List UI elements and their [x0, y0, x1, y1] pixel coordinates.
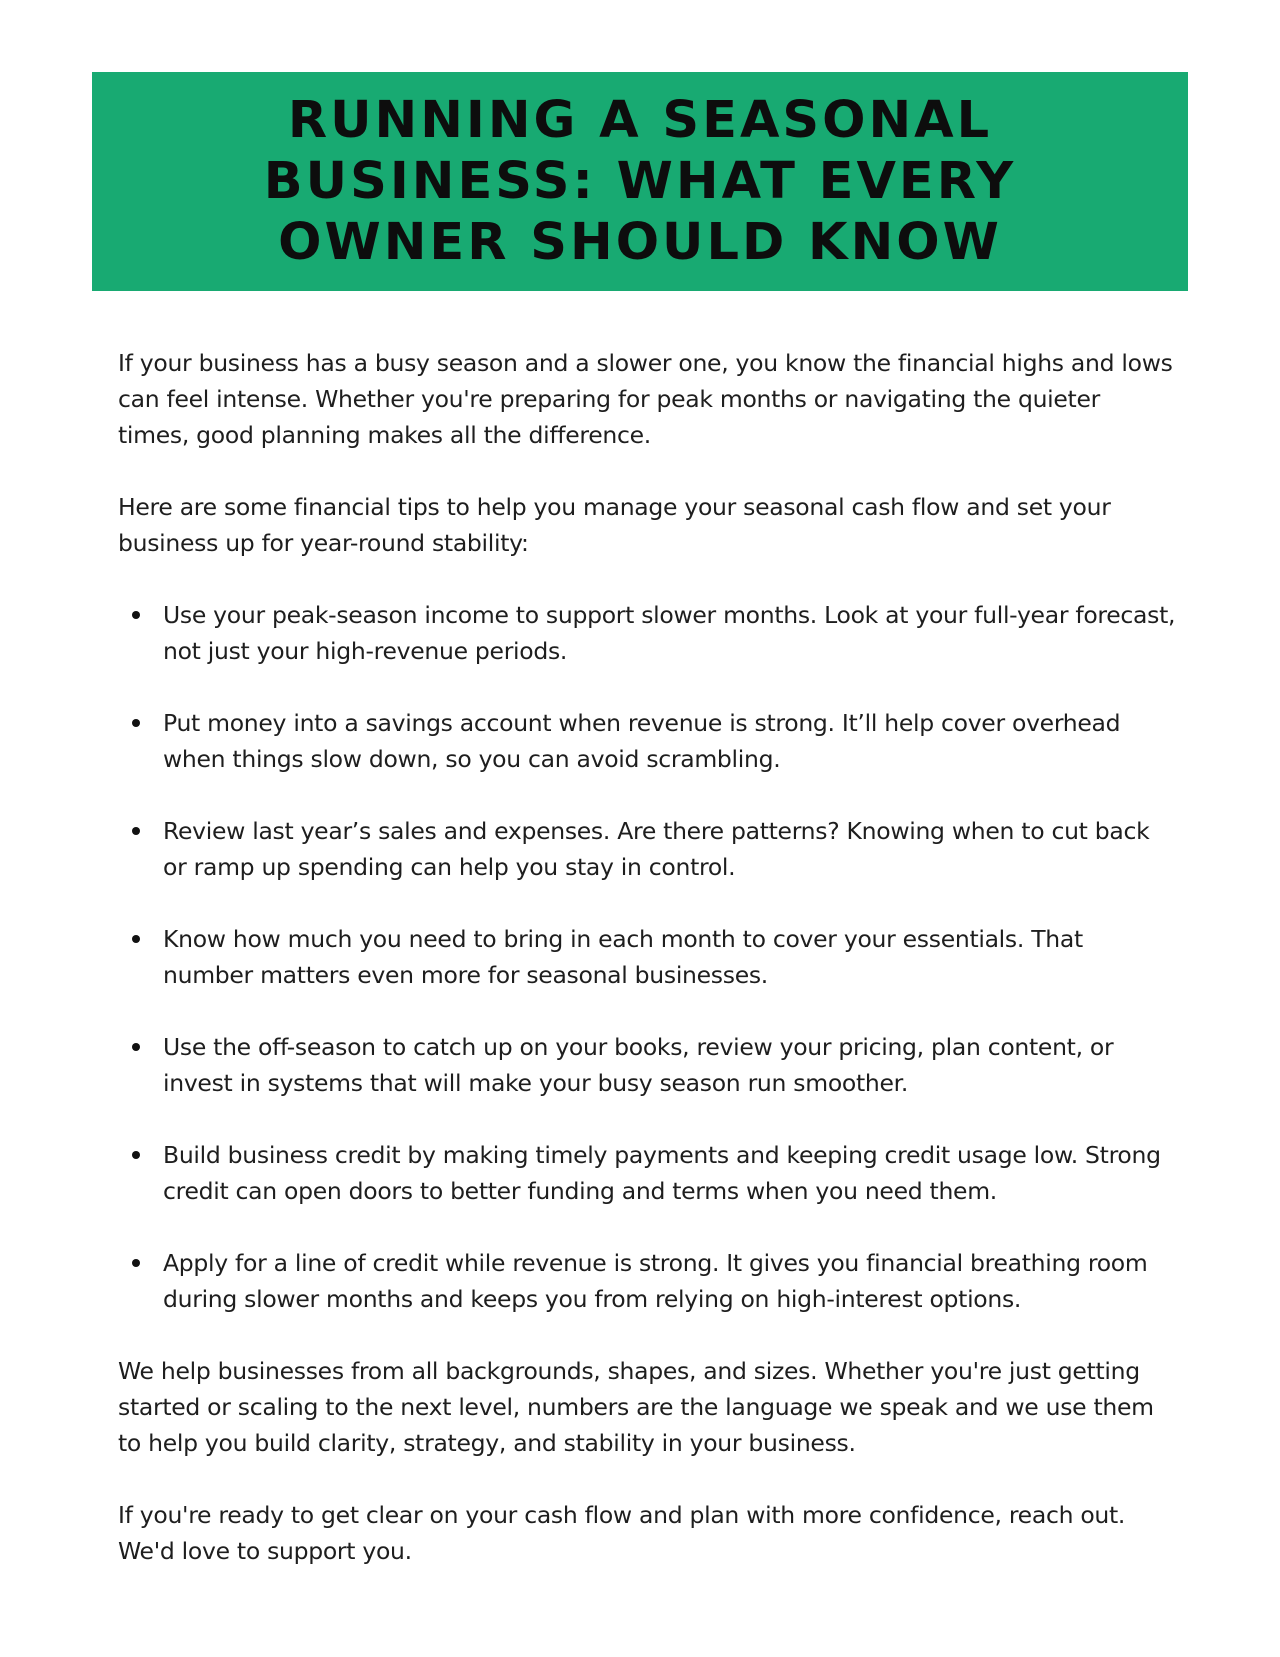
intro-paragraph: If your business has a busy season and a slower one, you know the financial highs and lows can feel intense. Whether you're preparing for peak months or navigating the quieter times, good planning makes all the difference.	[118, 349, 1173, 449]
tip-item	[118, 705, 1178, 777]
tip-item	[118, 1029, 1178, 1101]
tip-text: Know how much you need to bring in each month to cover your essentials. That number matters even more for seasonal businesses.	[163, 925, 1083, 989]
call-to-action: If you're ready to get clear on your cash flow and plan with more confidence, reach out. We'd love to support you.	[118, 1501, 1126, 1565]
tip-text: Review last year’s sales and expenses. Are there patterns? Knowing when to cut back or ramp up spending can help you stay in control.	[163, 817, 1150, 881]
tip-text: Build business credit by making timely payments and keeping credit usage low. Strong credit can open doors to better funding and terms when you need them.	[163, 1141, 1161, 1205]
bullet-icon	[132, 935, 140, 943]
tip-item	[118, 1137, 1178, 1209]
tip-item	[118, 597, 1178, 669]
tip-text: Put money into a savings account when revenue is strong. It’ll help cover overhead when things slow down, so you can avoid scrambling.	[163, 709, 1121, 773]
article-body	[118, 345, 1178, 1605]
page-title: RUNNING A SEASONAL BUSINESS: WHAT EVERY OWNER SHOULD KNOW	[263, 91, 1017, 272]
tips-list	[118, 597, 1178, 1317]
closing-paragraph: We help businesses from all backgrounds, shapes, and sizes. Whether you're just getting started or scaling to the next level, numbers are the language we speak and we use them to help you build clarity, strategy, and stability in your business.	[118, 1357, 1154, 1457]
bullet-icon	[132, 827, 140, 835]
tip-text: Apply for a line of credit while revenue is strong. It gives you financial breathing room during slower months and keeps you from relying on high-interest options.	[163, 1249, 1148, 1313]
tip-text: Use your peak-season income to support slower months. Look at your full-year forecast, not just your high-revenue periods.	[163, 601, 1176, 665]
bullet-icon	[132, 1151, 140, 1159]
tip-item	[118, 1245, 1178, 1317]
tip-text: Use the off-season to catch up on your books, review your pricing, plan content, or invest in systems that will make your busy season run smoother.	[163, 1033, 1114, 1097]
tip-item	[118, 813, 1178, 885]
tip-item	[118, 921, 1178, 993]
title-banner	[92, 72, 1188, 291]
bullet-icon	[132, 611, 140, 619]
bullet-icon	[132, 1259, 140, 1267]
intro-lead-in: Here are some financial tips to help you manage your seasonal cash flow and set your business up for year-round stability:	[118, 493, 1111, 557]
bullet-icon	[132, 1043, 140, 1051]
bullet-icon	[132, 719, 140, 727]
